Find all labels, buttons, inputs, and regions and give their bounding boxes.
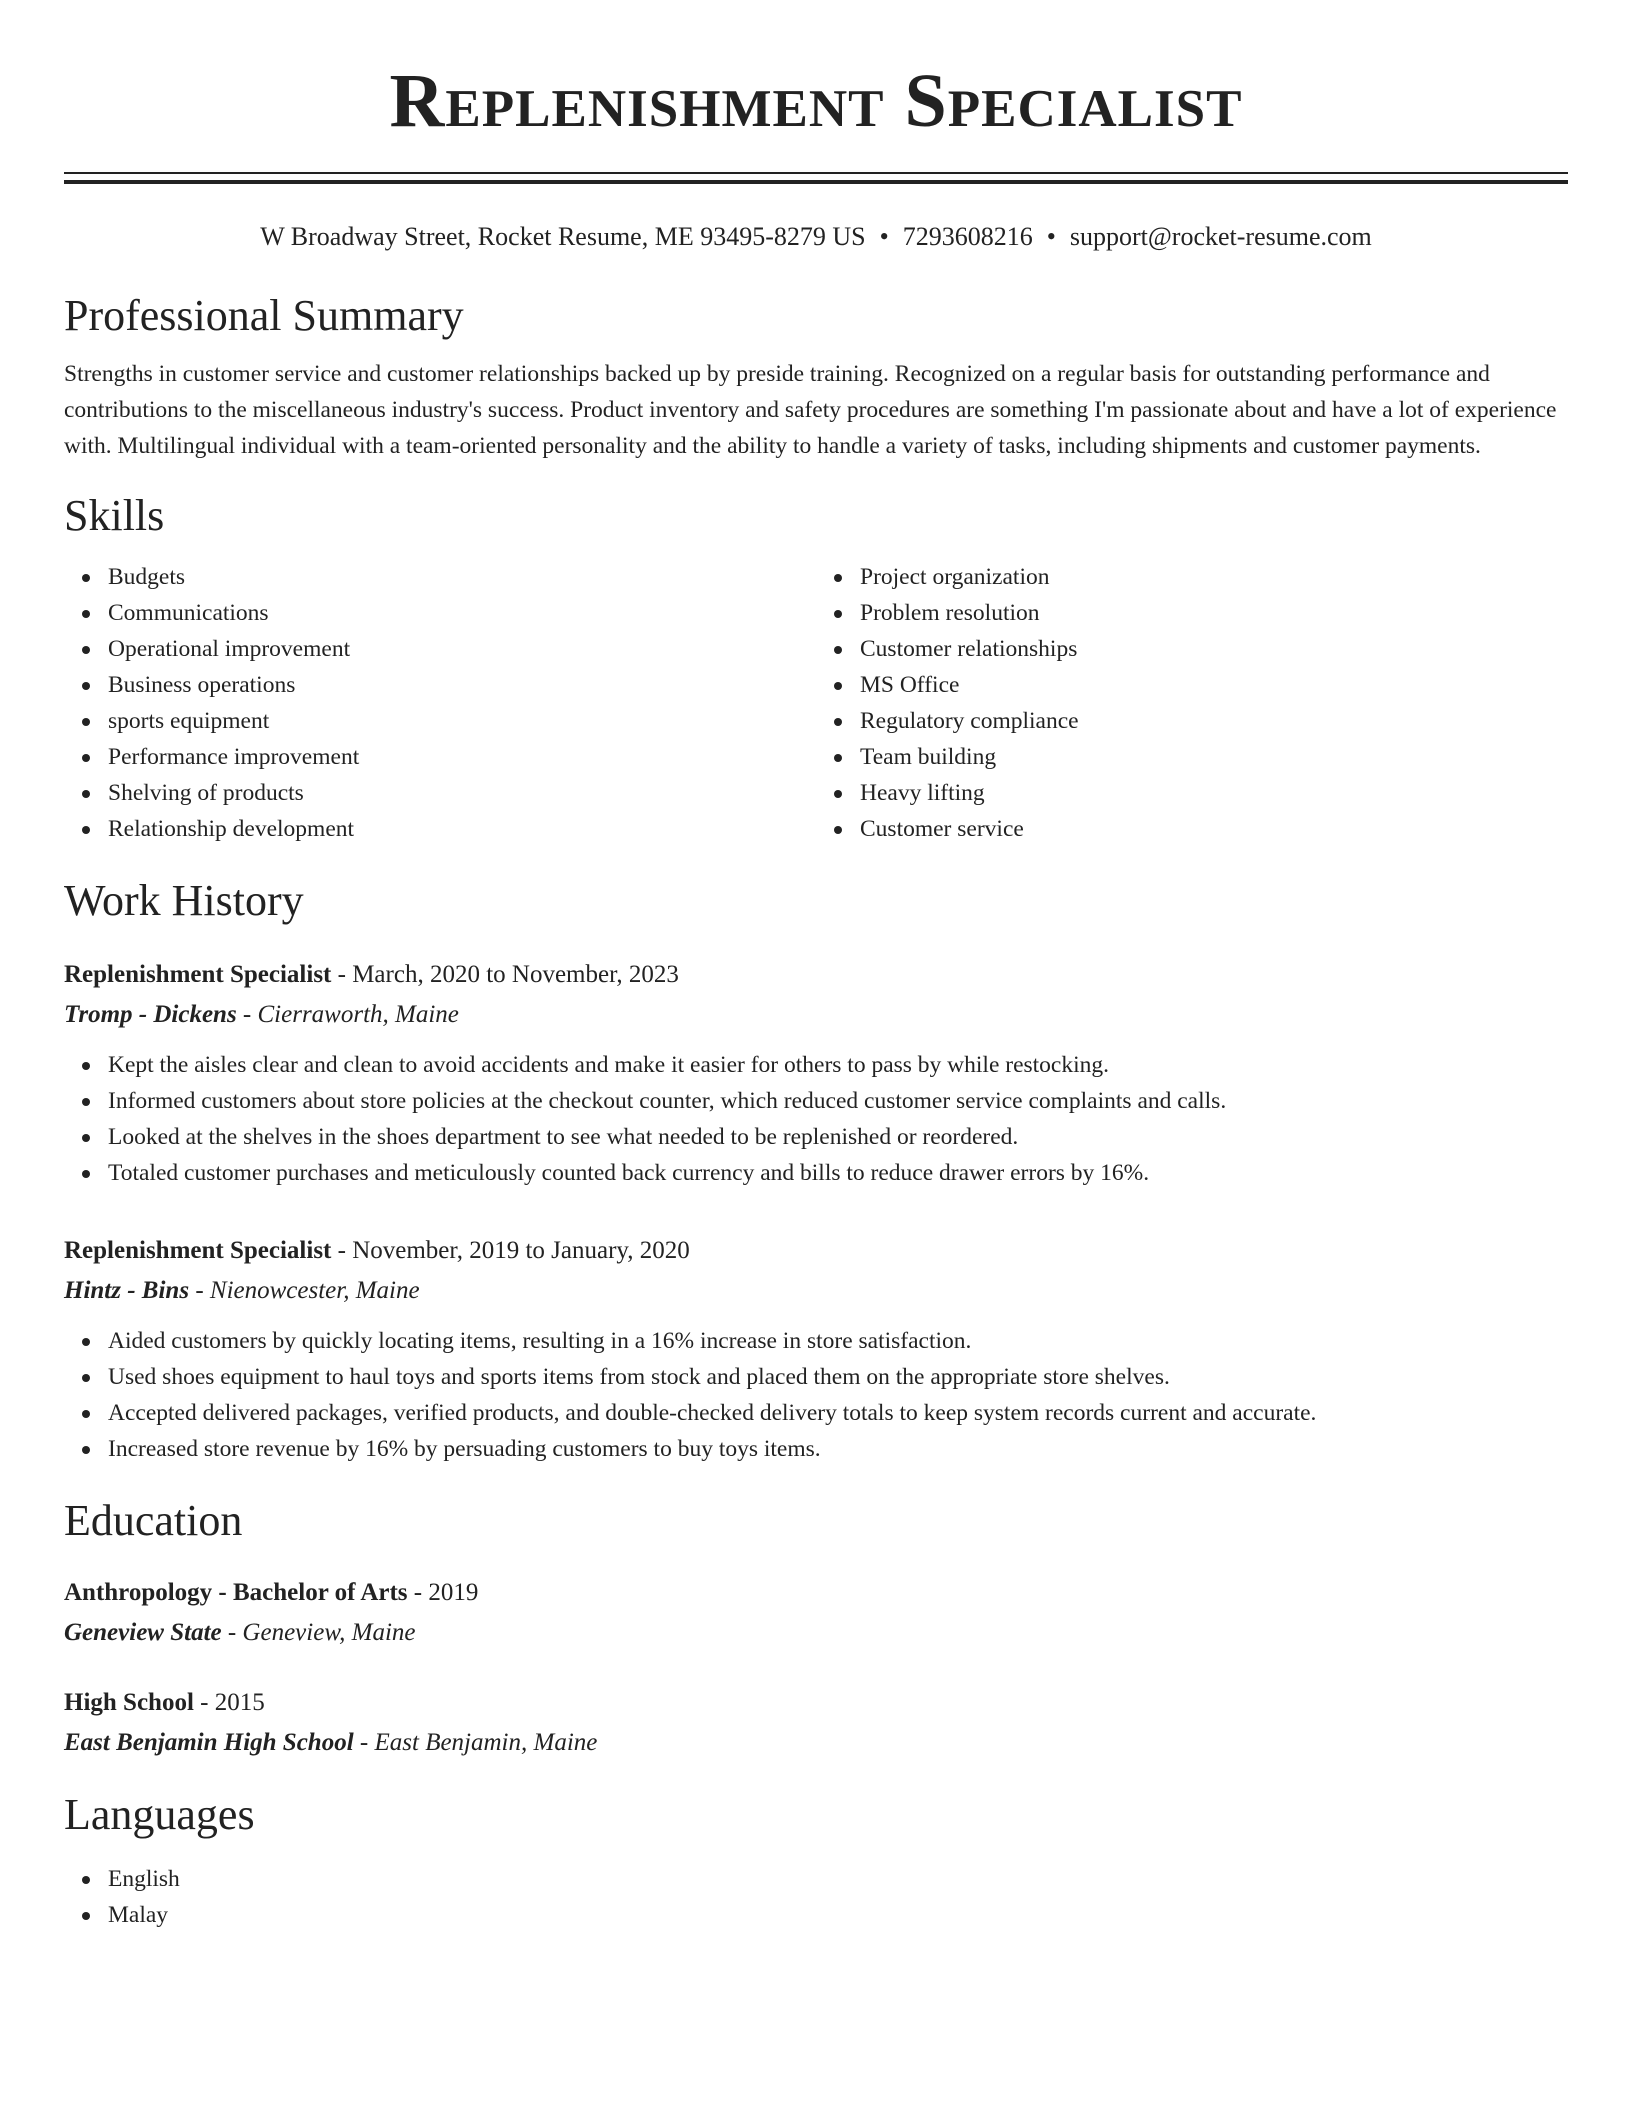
header-divider-thick <box>64 180 1568 184</box>
language-item: English <box>108 1861 1568 1897</box>
contact-address: W Broadway Street, Rocket Resume, ME 93495-8279 US <box>260 222 866 251</box>
education-year: - 2015 <box>193 1689 265 1716</box>
skill-item: Customer relationships <box>860 631 1568 667</box>
languages-list <box>64 1861 1568 1933</box>
education-school: Geneview State <box>64 1619 222 1646</box>
job-location: - Nienowcester, Maine <box>189 1277 420 1304</box>
skill-item: MS Office <box>860 667 1568 703</box>
job-entry <box>64 1231 1568 1467</box>
job-company: Tromp - Dickens <box>64 1001 237 1028</box>
education-location: - East Benjamin, Maine <box>353 1729 598 1756</box>
skill-item: sports equipment <box>108 703 816 739</box>
job-bullet: Accepted delivered packages, verified products, and double-checked delivery totals to keep system records current and accurate. <box>108 1395 1568 1431</box>
summary-heading: Professional Summary <box>64 291 464 340</box>
contact-phone: 7293608216 <box>902 222 1033 251</box>
education-degree: High School <box>64 1689 194 1716</box>
work-history-heading: Work History <box>64 876 304 925</box>
job-entry <box>64 955 1568 1191</box>
skill-item: Communications <box>108 595 816 631</box>
job-bullets <box>64 1047 1568 1191</box>
skill-item: Relationship development <box>108 811 816 847</box>
summary-text: Strengths in customer service and customer relationships backed up by preside training. Recognized on a regular basis for outstanding performance and contributions to the miscellaneous industry's success. Product inventory and safety procedures are something I'm passionate about and have a lot of experience with. Multilingual individual with a team-oriented personality and the ability to handle a variety of tasks, including shipments and customer payments. <box>64 361 1557 459</box>
skill-item: Problem resolution <box>860 595 1568 631</box>
job-role: Replenishment Specialist <box>64 1237 332 1264</box>
skill-item: Business operations <box>108 667 816 703</box>
skill-item: Project organization <box>860 559 1568 595</box>
skill-item: Shelving of products <box>108 775 816 811</box>
education-school: East Benjamin High School <box>64 1729 354 1756</box>
education-degree-line <box>64 1683 1568 1723</box>
contact-line <box>64 221 1568 253</box>
skills-heading: Skills <box>64 491 165 540</box>
job-bullet: Informed customers about store policies at the checkout counter, which reduced customer service complaints and calls. <box>108 1083 1568 1119</box>
education-year: - 2019 <box>407 1579 479 1606</box>
skill-item: Performance improvement <box>108 739 816 775</box>
job-bullets <box>64 1323 1568 1467</box>
job-title-line <box>64 1231 1568 1271</box>
contact-email: support@rocket-resume.com <box>1069 222 1372 251</box>
education-degree-line <box>64 1573 1568 1613</box>
job-bullet: Aided customers by quickly locating items, resulting in a 16% increase in store satisfaction. <box>108 1323 1568 1359</box>
job-dates: - March, 2020 to November, 2023 <box>331 961 679 988</box>
education-location: - Geneview, Maine <box>221 1619 416 1646</box>
education-heading: Education <box>64 1496 243 1545</box>
job-title-line <box>64 955 1568 995</box>
skill-item: Customer service <box>860 811 1568 847</box>
education-entry <box>64 1573 1568 1653</box>
skills-list-left <box>64 559 816 847</box>
skills-columns <box>64 559 1568 847</box>
skill-item: Operational improvement <box>108 631 816 667</box>
education-degree: Anthropology - Bachelor of Arts <box>64 1579 408 1606</box>
education-school-line <box>64 1613 1568 1653</box>
skills-list-right <box>816 559 1568 847</box>
contact-separator: • <box>879 222 889 251</box>
skill-item: Budgets <box>108 559 816 595</box>
job-bullet: Used shoes equipment to haul toys and sports items from stock and placed them on the appropriate store shelves. <box>108 1359 1568 1395</box>
job-bullet: Increased store revenue by 16% by persuading customers to buy toys items. <box>108 1431 1568 1467</box>
skill-item: Team building <box>860 739 1568 775</box>
job-bullet: Totaled customer purchases and meticulously counted back currency and bills to reduce drawer errors by 16%. <box>108 1155 1568 1191</box>
job-company-line <box>64 995 1568 1035</box>
job-bullet: Kept the aisles clear and clean to avoid accidents and make it easier for others to pass by while restocking. <box>108 1047 1568 1083</box>
skill-item: Regulatory compliance <box>860 703 1568 739</box>
job-company: Hintz - Bins <box>64 1277 190 1304</box>
job-company-line <box>64 1271 1568 1311</box>
education-school-line <box>64 1723 1568 1763</box>
job-bullet: Looked at the shelves in the shoes department to see what needed to be replenished or reordered. <box>108 1119 1568 1155</box>
language-item: Malay <box>108 1897 1568 1933</box>
header-divider-thin <box>64 172 1568 174</box>
candidate-name: Replenishment Specialist <box>389 59 1243 143</box>
job-role: Replenishment Specialist <box>64 961 332 988</box>
languages-heading: Languages <box>64 1790 255 1839</box>
job-location: - Cierraworth, Maine <box>236 1001 459 1028</box>
education-entry <box>64 1683 1568 1763</box>
contact-separator: • <box>1046 222 1056 251</box>
job-dates: - November, 2019 to January, 2020 <box>331 1237 690 1264</box>
skill-item: Heavy lifting <box>860 775 1568 811</box>
